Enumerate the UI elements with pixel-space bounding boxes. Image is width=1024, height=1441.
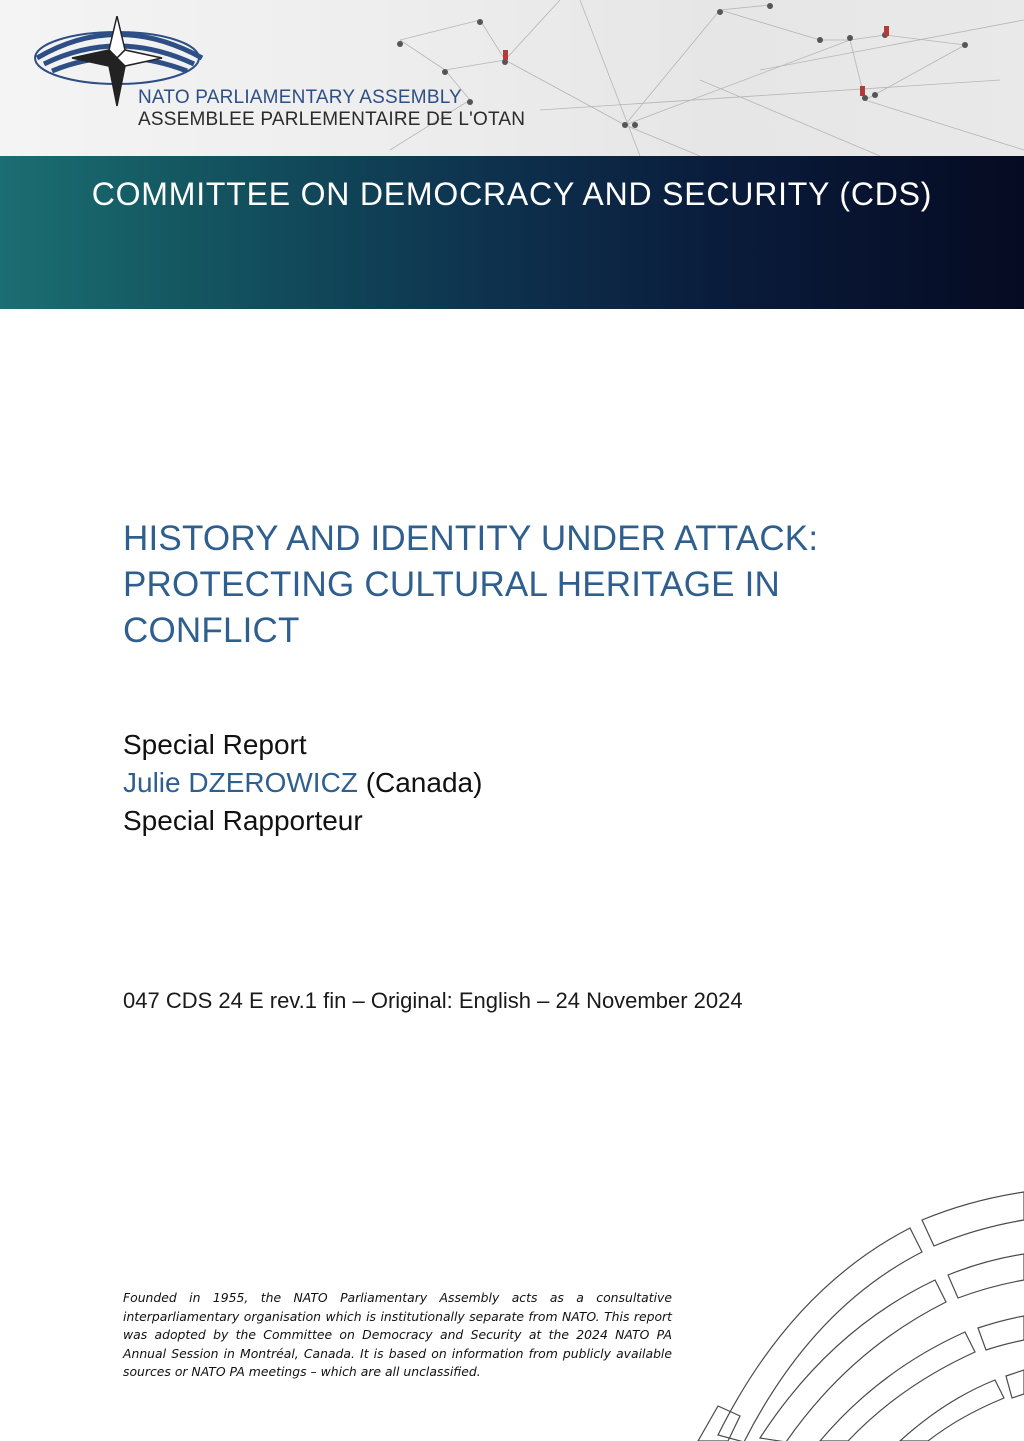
report-title	[123, 516, 903, 654]
committee-band	[0, 156, 1024, 309]
header-photo	[0, 0, 1024, 156]
footer-note: Founded in 1955, the NATO Parliamentary Assembly acts as a consultative interparliamentary organisation which is institutionally separate from NATO. This report was adopted by the Committee on Democracy and Security at the 2024 NATO PA Annual Session in Montréal, Canada. It is based on information from publicly available sources or NATO PA meetings – which are all unclassified.	[123, 1290, 672, 1380]
author-country: (Canada)	[365, 767, 483, 798]
report-info	[123, 726, 482, 840]
nato-pa-logo	[32, 16, 526, 136]
report-title-line: PROTECTING CULTURAL HERITAGE IN	[123, 565, 780, 604]
report-title-line: CONFLICT	[123, 611, 300, 650]
report-type: Special Report	[123, 729, 307, 760]
org-name-en: NATO PARLIAMENTARY ASSEMBLY	[138, 87, 462, 108]
document-reference: 047 CDS 24 E rev.1 fin – Original: English – 24 November 2024	[123, 988, 743, 1013]
hemicycle-decoration	[690, 1180, 1024, 1441]
author-role: Special Rapporteur	[123, 805, 363, 836]
author-name: Julie DZEROWICZ	[123, 767, 358, 798]
report-title-line: HISTORY AND IDENTITY UNDER ATTACK:	[123, 519, 819, 558]
author-line	[123, 764, 482, 802]
org-name-fr: ASSEMBLEE PARLEMENTAIRE DE L'OTAN	[138, 109, 526, 130]
committee-title: COMMITTEE ON DEMOCRACY AND SECURITY (CDS)	[91, 176, 933, 212]
